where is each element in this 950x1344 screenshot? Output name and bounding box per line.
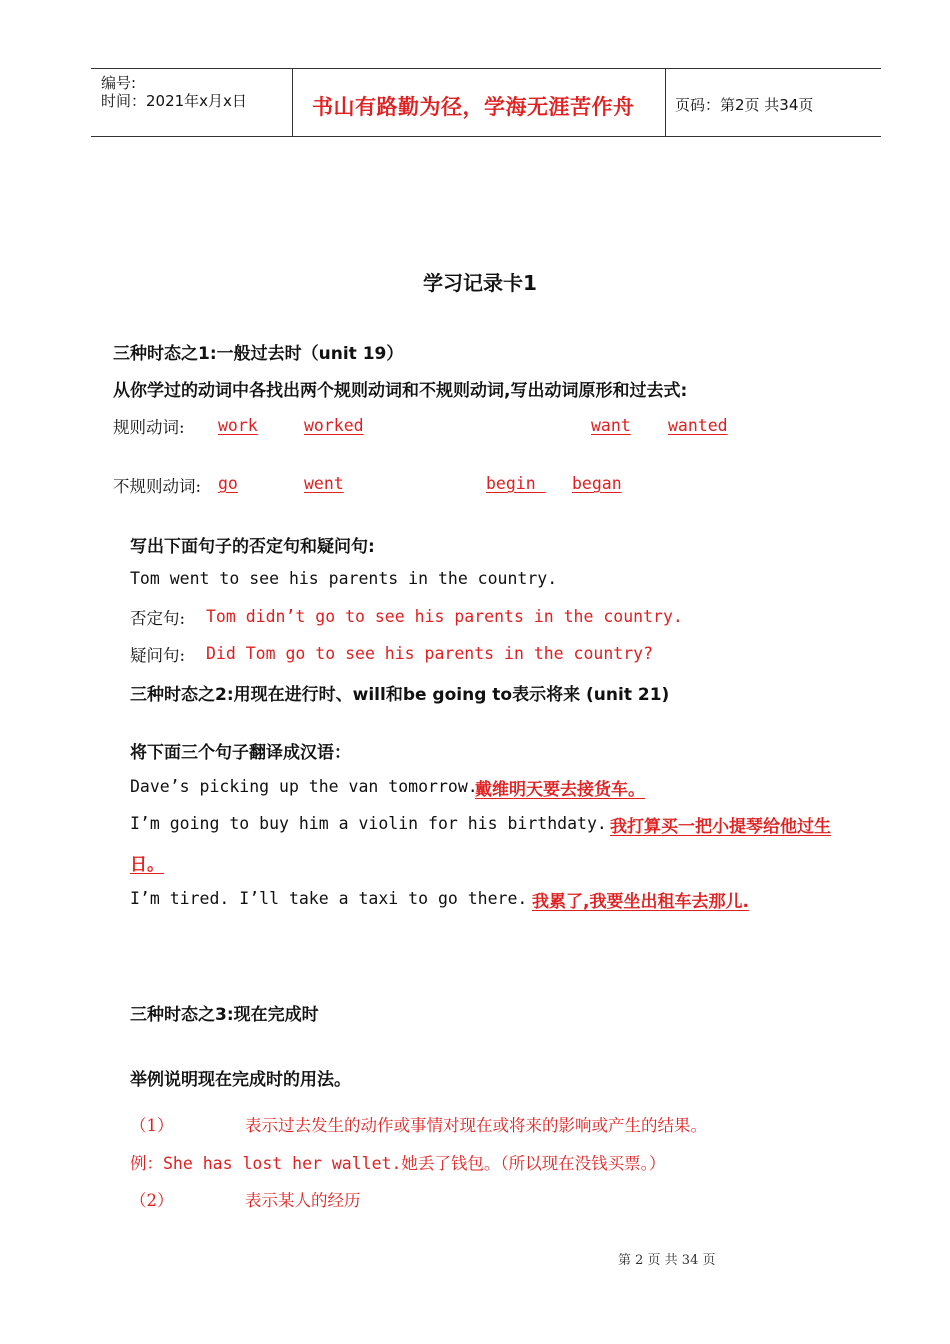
header-bottom-border bbox=[91, 136, 881, 137]
translation-2-chinese-cont: 日。 bbox=[130, 855, 164, 875]
regular-verbs-label: 规则动词: bbox=[113, 418, 185, 437]
section1-instruction: 从你学过的动词中各找出两个规则动词和不规则动词,写出动词原形和过去式: bbox=[113, 381, 688, 401]
translation-1-chinese: 戴维明天要去接货车。 bbox=[475, 780, 645, 800]
header-time-label: 时间：2021年x月x日 bbox=[101, 92, 247, 110]
translation-1-english: Dave’s picking up the van tomorrow. bbox=[130, 777, 478, 796]
usage-1-text: 表示过去发生的动作或事情对现在或将来的影响或产生的结果。 bbox=[245, 1116, 707, 1135]
translation-2-chinese: 我打算买一把小提琴给他过生 bbox=[610, 817, 831, 837]
negative-answer: Tom didn’t go to see his parents in the country. bbox=[206, 607, 683, 626]
irregular-verb-2: begin bbox=[486, 474, 546, 493]
question-label: 疑问句: bbox=[130, 646, 186, 665]
section1-sentence: Tom went to see his parents in the country. bbox=[130, 569, 558, 588]
irregular-verb-1: go bbox=[218, 474, 238, 493]
page-footer: 第 2 页 共 34 页 bbox=[618, 1253, 716, 1268]
usage-1-number: （1） bbox=[130, 1116, 174, 1135]
irregular-verb-1-past: went bbox=[304, 474, 344, 493]
usage-2-text: 表示某人的经历 bbox=[245, 1191, 361, 1210]
section3-heading: 三种时态之3:现在完成时 bbox=[130, 1005, 319, 1025]
header-page-info: 页码：第2页 共34页 bbox=[675, 96, 814, 114]
header-number-label: 编号: bbox=[101, 74, 137, 92]
question-answer: Did Tom go to see his parents in the country? bbox=[206, 644, 654, 663]
header-divider-1 bbox=[292, 68, 293, 136]
regular-verb-2: want bbox=[591, 416, 631, 435]
header-top-border bbox=[91, 68, 881, 69]
usage-2-number: （2） bbox=[130, 1191, 174, 1210]
irregular-verbs-label: 不规则动词: bbox=[113, 477, 202, 496]
page-title: 学习记录卡1 bbox=[423, 271, 537, 295]
section2-heading: 三种时态之2:用现在进行时、will和be going to表示将来 (unit 21) bbox=[130, 685, 670, 705]
negative-label: 否定句: bbox=[130, 609, 186, 628]
section1-task: 写出下面句子的否定句和疑问句: bbox=[130, 537, 375, 557]
section2-task: 将下面三个句子翻译成汉语： bbox=[130, 743, 351, 763]
header-divider-2 bbox=[665, 68, 666, 136]
section1-heading: 三种时态之1:一般过去时（unit 19） bbox=[113, 344, 404, 364]
regular-verb-2-past: wanted bbox=[668, 416, 728, 435]
translation-3-english: I’m tired. I’ll take a taxi to go there. bbox=[130, 889, 528, 908]
irregular-verb-2-past: began bbox=[572, 474, 622, 493]
regular-verb-1: work bbox=[218, 416, 258, 435]
usage-1-example: 例：She has lost her wallet.她丢了钱包。（所以现在没钱买票。） bbox=[130, 1154, 666, 1173]
section3-task: 举例说明现在完成时的用法。 bbox=[130, 1070, 351, 1090]
translation-3-chinese: 我累了,我要坐出租车去那儿. bbox=[532, 892, 749, 912]
regular-verb-1-past: worked bbox=[304, 416, 364, 435]
header-motto: 书山有路勤为径，学海无涯苦作舟 bbox=[312, 95, 635, 119]
translation-2-english: I’m going to buy him a violin for his birthdaty. bbox=[130, 814, 607, 833]
